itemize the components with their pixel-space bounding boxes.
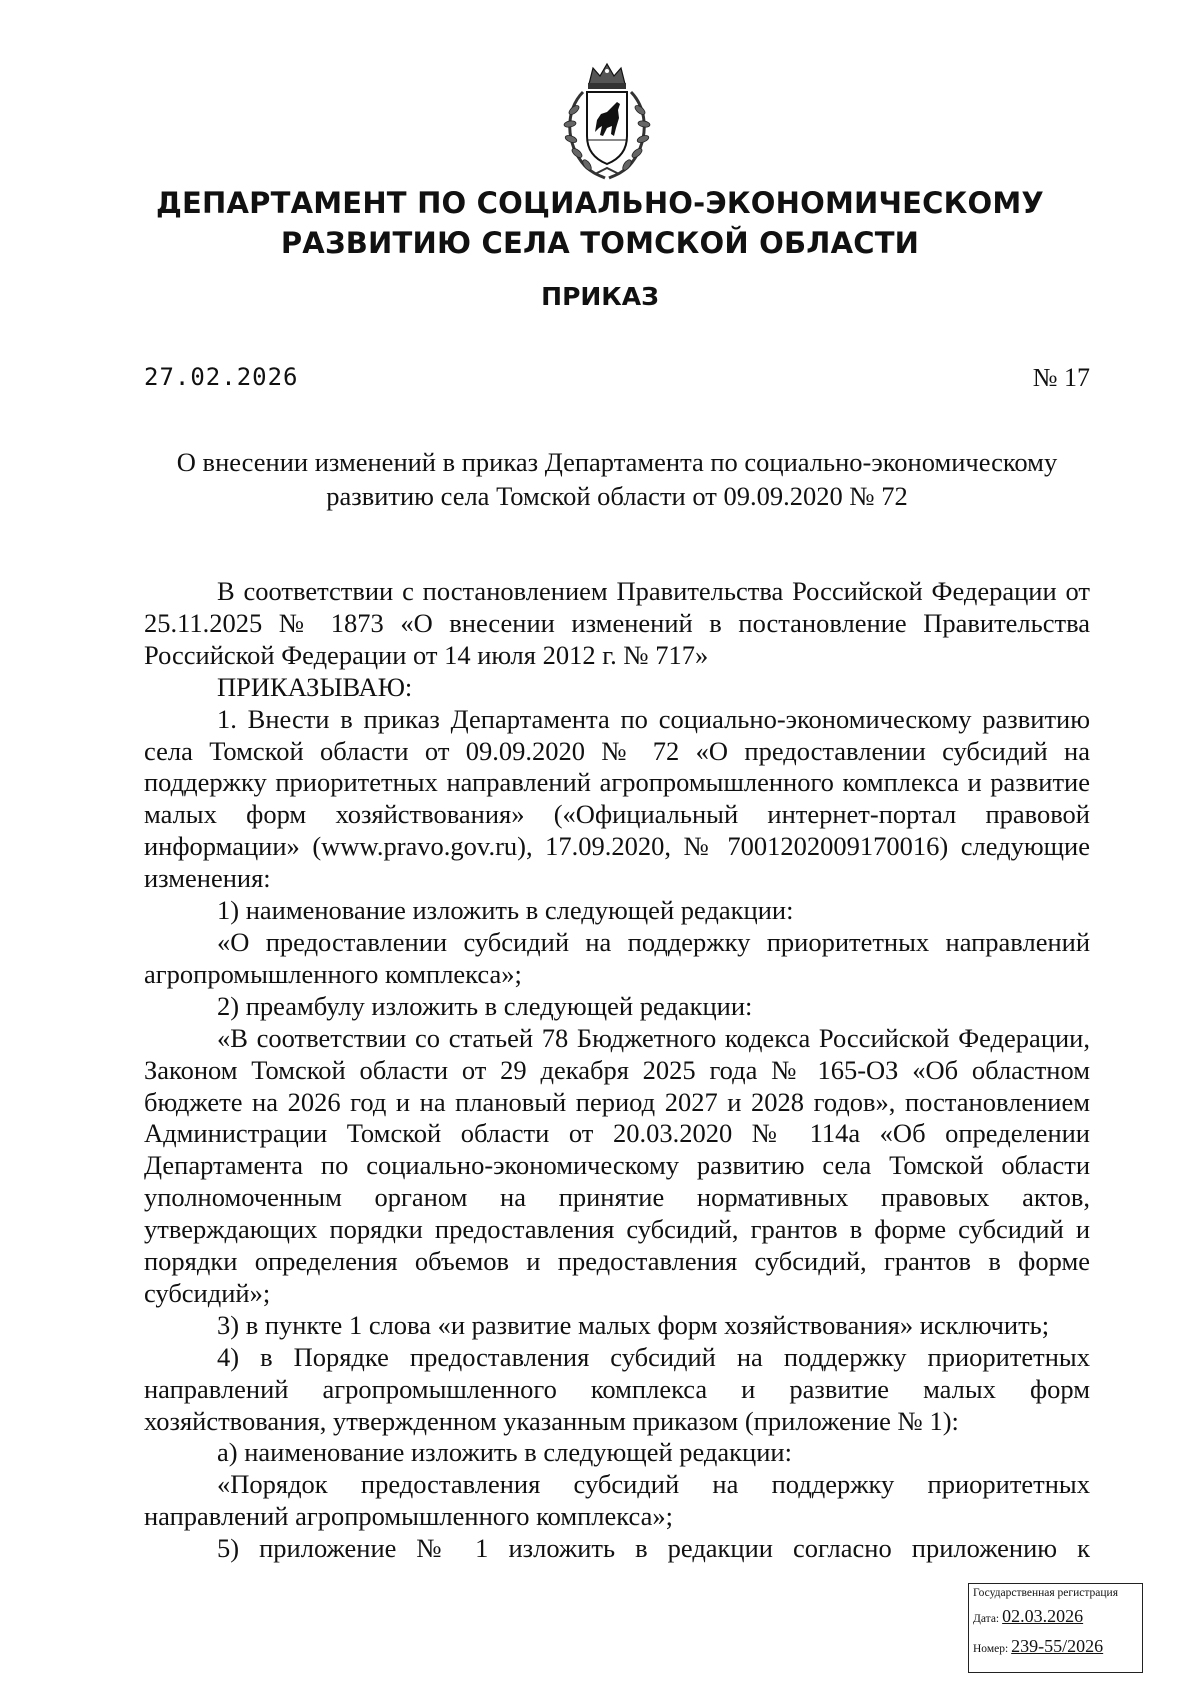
body-paragraph-subitem-2: 2) преамбулу изложить в следующей редакции: (217, 990, 753, 1021)
order-body (144, 576, 1090, 1565)
registration-number-row (973, 1636, 1103, 1657)
body-paragraph-subitem-4a: а) наименование изложить в следующей редакции: (217, 1437, 792, 1468)
body-paragraph-quote-1: «О предоставлении субсидий на поддержку приоритетных направлений агропромышленного комплекса»; (144, 926, 1090, 989)
body-paragraph-quote-4a: «Порядок предоставления субсидий на поддержку приоритетных направлений агропромышленного комплекса»; (144, 1469, 1090, 1532)
coat-of-arms-icon (559, 62, 655, 182)
registration-number-value: 239-55/2026 (1011, 1636, 1104, 1656)
order-number: № 17 (1032, 363, 1090, 392)
body-paragraph-subitem-4: 4) в Порядке предоставления субсидий на поддержку приоритетных направлений агропромышленного комплекса и развитие малых форм хозяйствования, утвержденном указанным приказом (приложение № 1): (144, 1341, 1090, 1436)
order-date: 27.02.2026 (144, 363, 299, 391)
body-paragraph-subitem-1: 1) наименование изложить в следующей редакции: (217, 895, 794, 926)
registration-title: Государственная регистрация (973, 1587, 1118, 1599)
body-paragraph-item-1: 1. Внести в приказ Департамента по социально-экономическому развитию села Томской области от 09.09.2020 № 72 «О предоставлении субсидий на поддержку приоритетных направлений агропромышленного комплекса и развитие малых форм хозяйствования» («Официальный интернет-портал правовой информации» (www.pravo.gov.ru), 17.09.2020, № 7001202009170016) следующие изменения: (144, 703, 1090, 894)
registration-number-label: Номер: (973, 1643, 1009, 1655)
body-paragraph-order: ПРИКАЗЫВАЮ: (217, 671, 413, 702)
order-subject: О внесении изменений в приказ Департамента по социально-экономическому развитию села Томской области от 09.09.2020 № 72 (176, 447, 1058, 511)
registration-date-row (973, 1606, 1083, 1627)
document-type-title: ПРИКАЗ (541, 282, 659, 311)
body-paragraph-basis: В соответствии с постановлением Правительства Российской Федерации от 25.11.2025 № 1873 «О внесении изменений в постановление Правительства Российской Федерации от 14 июля 2012 г. № 717» (144, 576, 1090, 670)
department-name-line2: РАЗВИТИЮ СЕЛА ТОМСКОЙ ОБЛАСТИ (280, 226, 920, 260)
registration-date-value: 02.03.2026 (1002, 1606, 1084, 1626)
body-paragraph-quote-2: «В соответствии со статьей 78 Бюджетного кодекса Российской Федерации, Законом Томской области от 29 декабря 2025 года № 165-ОЗ «Об областном бюджете на 2026 год и на плановый период 2027 и 2028 годов», постановлением Администрации Томской области от 20.03.2020 № 114а «Об определении Департамента по социально-экономическому развитию села Томской области уполномоченным органом на принятие нормативных правовых актов, утверждающих порядки предоставления субсидий, грантов в форме субсидий и порядки определения объемов и предоставления субсидий, грантов в форме субсидий»; (144, 1022, 1090, 1308)
registration-stamp (968, 1583, 1143, 1673)
body-paragraph-subitem-3: 3) в пункте 1 слова «и развитие малых форм хозяйствования» исключить; (217, 1309, 1050, 1340)
department-name-line1: ДЕПАРТАМЕНТ ПО СОЦИАЛЬНО-ЭКОНОМИЧЕСКОМУ (156, 186, 1044, 220)
registration-date-label: Дата: (973, 1613, 1000, 1625)
body-paragraph-subitem-5: 5) приложение № 1 изложить в редакции согласно приложению к (217, 1533, 1090, 1564)
